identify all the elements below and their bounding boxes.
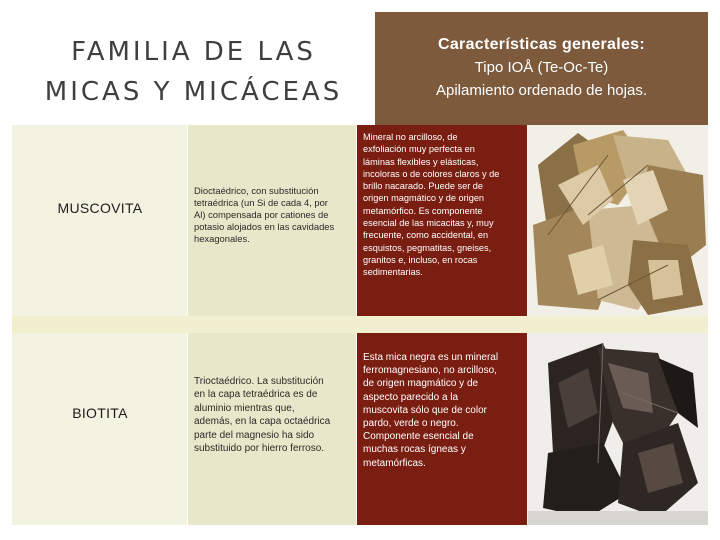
mineral-name-cell xyxy=(13,125,188,316)
general-characteristics-line-1: Tipo IOÅ (Te-Oc-Te) xyxy=(474,59,609,76)
table-row-biotita xyxy=(12,333,708,525)
structure-cell xyxy=(188,333,357,525)
page-title xyxy=(12,32,375,112)
general-characteristics-box xyxy=(375,12,708,125)
muscovite-photo xyxy=(528,125,708,316)
description-text: Mineral no arcilloso, de exfoliación muy perfecta en láminas flexibles y elásticas, incoloras o de colores claros y de brillo nacarado. Puede ser de origen magmático y de origen metamórfico. Es componente esencial de las micacitas y, muy frecuente, como accidental, en esquistos, pegmatitas, gneises, granitos e, incluso, en rocas sedimentarias. xyxy=(363,132,500,278)
table-row-muscovita xyxy=(12,125,708,316)
biotite-photo xyxy=(528,333,708,525)
mineral-name-cell xyxy=(13,333,188,525)
structure-text: Trioctaédrico. La substitución en la capa tetraédrica es de aluminio mientras que, además, en la capa octaédrica parte del magnesio ha sido substituido por hierro ferroso. xyxy=(194,376,331,455)
title-line-2: MICAS Y MICÁCEAS xyxy=(44,77,343,107)
description-cell xyxy=(357,333,527,525)
structure-cell xyxy=(188,125,357,316)
mineral-name: MUSCOVITA xyxy=(57,200,143,216)
description-text: Esta mica negra es un mineral ferromagnesiano, no arcilloso, de origen magmático y de aspecto parecido a la muscovita sólo que de color pardo, verde o negro. Componente esencial de muchas rocas ígneas y metamórficas. xyxy=(363,352,499,469)
mineral-name: BIOTITA xyxy=(72,405,128,421)
title-line-1: FAMILIA DE LAS xyxy=(71,37,316,67)
description-cell xyxy=(357,125,527,316)
general-characteristics-heading: Características generales: xyxy=(437,36,646,53)
general-characteristics-line-2: Apilamiento ordenado de hojas. xyxy=(436,82,647,99)
row-separator xyxy=(12,316,708,333)
structure-text: Dioctaédrico, con substitución tetraédrica (un Si de cada 4, por Al) compensada por cationes de potasio alojados en las cavidades hexagonales. xyxy=(194,185,335,244)
title-box xyxy=(12,12,375,125)
mica-table xyxy=(12,125,708,525)
